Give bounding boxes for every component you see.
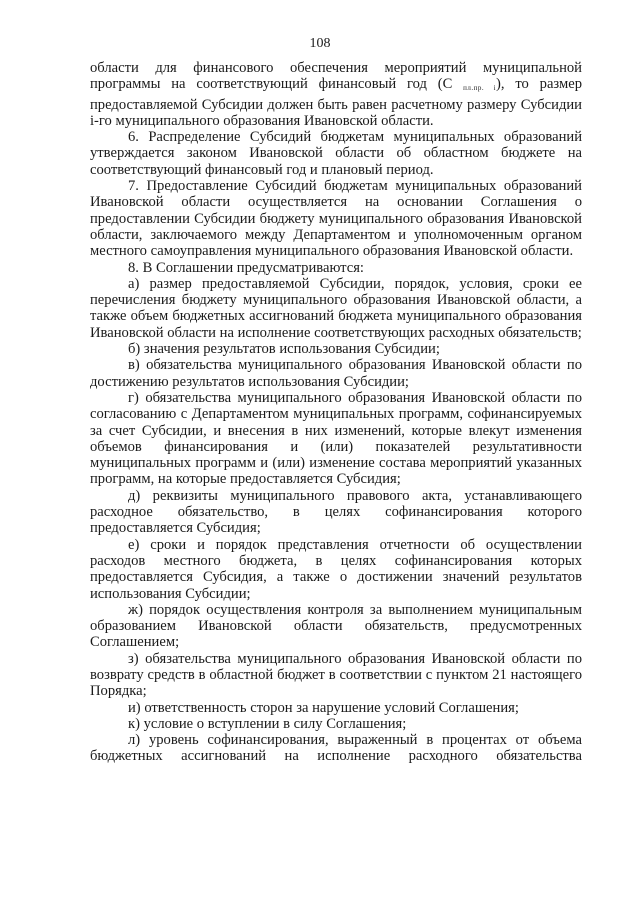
paragraph-7: 7. Предоставление Субсидий бюджетам муниципальных образований Ивановской области осуществляется на основании Соглашения о предоставлении Субсидии бюджету муниципального образования Ивановской области, заключаемого между Департаментом и уполномоченным органом местного самоуправления муниципального образования Ивановской области. [90, 178, 582, 260]
paragraph-continuation [90, 60, 582, 129]
paragraph-8e: е) сроки и порядок представления отчетности об осуществлении расходов местного бюджета, в целях софинансирования которых предоставляется Субсидия, а также о достижении значений результатов использования Субсидии; [90, 536, 582, 602]
paragraph-8z: з) обязательства муниципального образования Ивановской области по возврату средств в областной бюджет в соответствии с пунктом 21 настоящего Порядка; [90, 650, 582, 700]
paragraph-8zh: ж) порядок осуществления контроля за выполнением муниципальным образованием Ивановской области обязательств, предусмотренных Соглашением; [90, 601, 582, 651]
paragraph-8: 8. В Соглашении предусматриваются: [128, 259, 364, 276]
paragraph-8g: г) обязательства муниципального образования Ивановской области по согласованию с Департаментом муниципальных программ, софинансируемых за счет Субсидии, и внесения в них изменений, которые влекут изменения объемов финансирования и (или) показателей результативности муниципальных программ и (или) изменение состава мероприятий указанных программ, на которые предоставляется Субсидия; [90, 389, 582, 488]
text-run: ), то размер предоставляемой Субсидии должен быть равен расчетному размеру Субсидии i-го муниципального образования Ивановской области. [90, 76, 582, 129]
paragraph-8k: к) условие о вступлении в силу Соглашения; [128, 715, 407, 732]
paragraph-8l: л) уровень софинансирования, выраженный в процентах от объема бюджетных ассигнований на исполнение расходного обязательства [90, 732, 582, 765]
paragraph-8v: в) обязательства муниципального образования Ивановской области по достижению результатов использования Субсидии; [90, 357, 582, 390]
page-number: 108 [309, 36, 331, 51]
document-body [90, 60, 582, 765]
text-run: области для финансового обеспечения мероприятий муниципальной программы на соответствующий финансовый год (С [90, 60, 582, 93]
paragraph-6: 6. Распределение Субсидий бюджетам муниципальных образований утверждается законом Ивановской области об областном бюджете на соответствующий финансовый год и плановый период. [90, 129, 582, 178]
paragraph-8i: и) ответственность сторон за нарушение условий Соглашения; [128, 699, 519, 716]
paragraph-8a: а) размер предоставляемой Субсидии, порядок, условия, сроки ее перечисления бюджету муниципального образования Ивановской области, а также объем бюджетных ассигнований бюджета муниципального образования Ивановской области на исполнение соответствующих расходных обязательств; [90, 275, 582, 341]
paragraph-8b: б) значения результатов использования Субсидии; [128, 341, 440, 358]
subscript-index: пл.пр. i [463, 84, 497, 93]
paragraph-8d: д) реквизиты муниципального правового акта, устанавливающего расходное обязательство, в целях софинансирования которого предоставляется Субсидия; [90, 487, 582, 537]
